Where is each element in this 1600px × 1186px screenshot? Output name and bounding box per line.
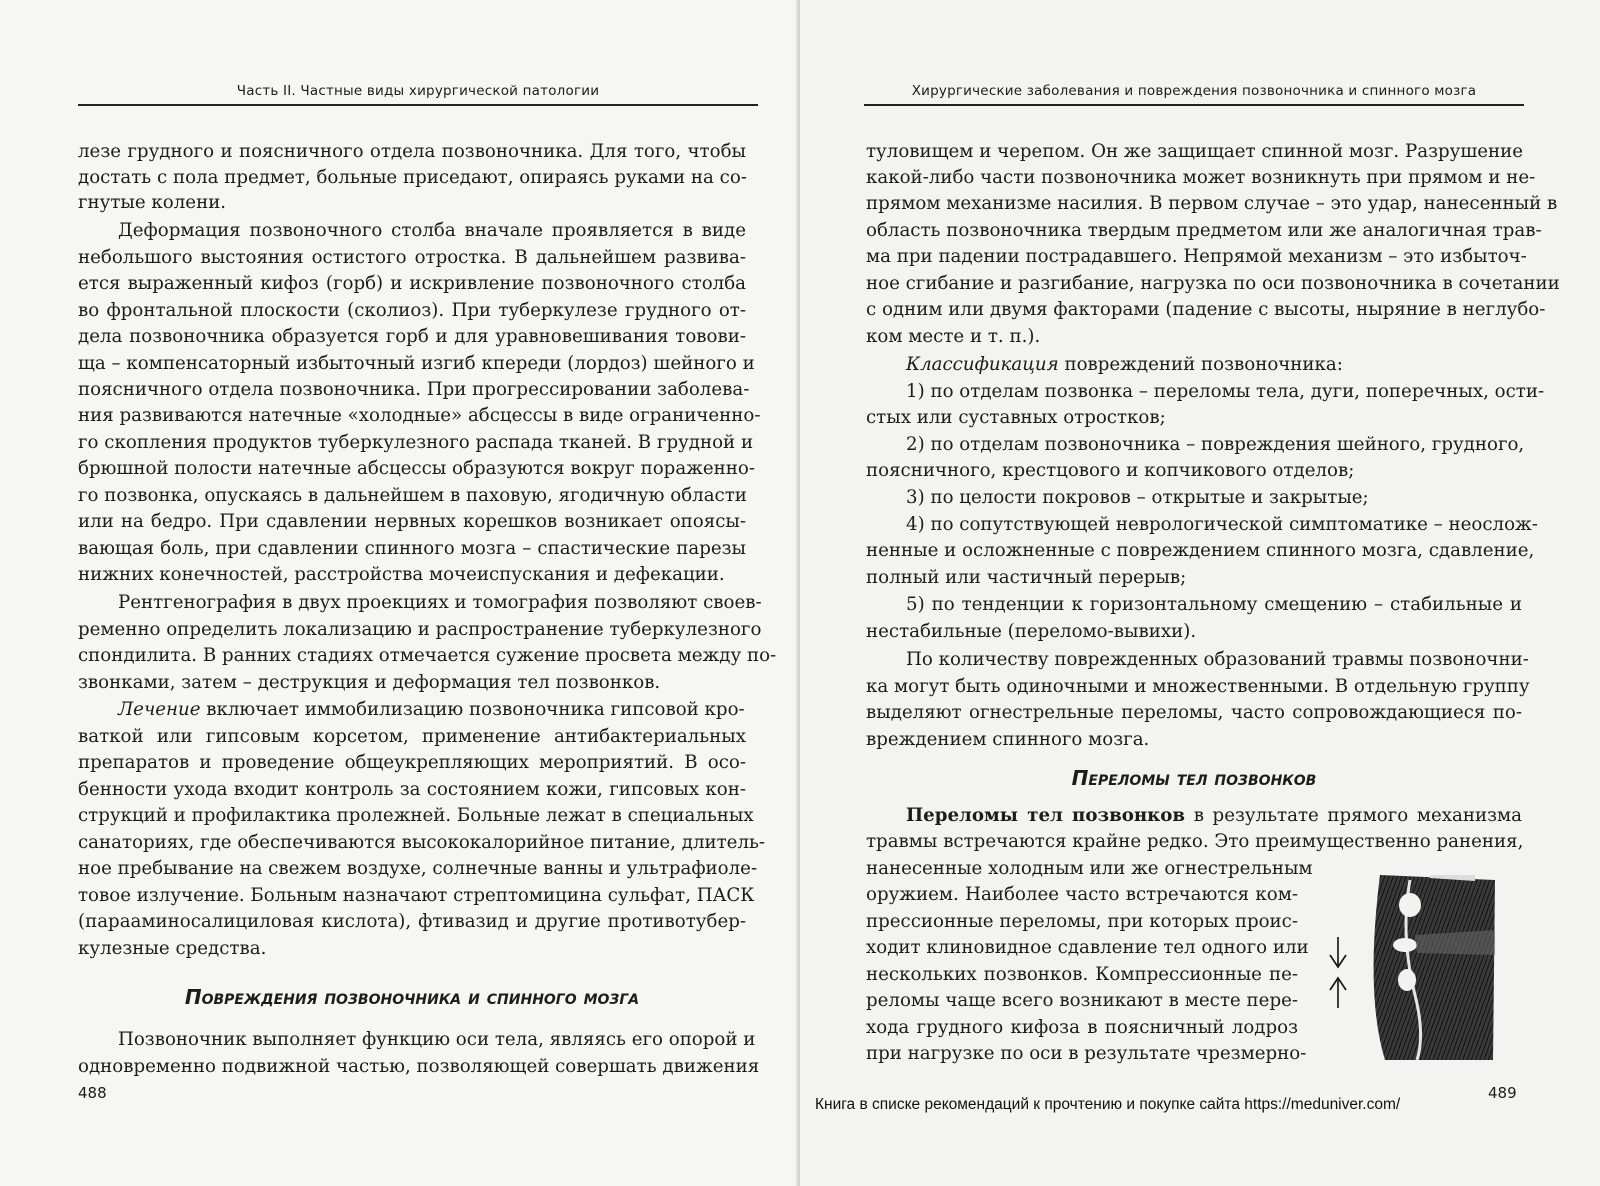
text-line: небольшого выстояния остистого отростка. В дальнейшем развива- [78, 247, 746, 268]
text-line: го позвонка, опускаясь в дальнейшем в паховую, ягодичную области [78, 485, 747, 506]
text-line: прессионные переломы, при которых проис- [866, 911, 1298, 932]
text-line: гнутые колени. [78, 192, 227, 213]
text-line: 4) по сопутствующей неврологической симптоматике – неослож- [906, 514, 1538, 535]
text-line: брюшной полости натечные абсцессы образуются вокруг пораженно- [78, 458, 756, 479]
text-line: звонками, затем – деструкция и деформация тел позвонков. [78, 672, 661, 693]
text-line: с одним или двумя факторами (падение с высоты, ныряние в неглубо- [866, 299, 1546, 320]
text-line: санаториях, где обеспечиваются высококалорийное питание, длитель- [78, 832, 766, 853]
text-line: товое излучение. Больным назначают стрептомицина сульфат, ПАСК [78, 885, 755, 906]
text-line: прямом механизме насилия. В первом случае – это удар, нанесенный в [866, 193, 1558, 214]
text-line: препаратов и проведение общеукрепляющих мероприятий. В осо- [78, 752, 746, 773]
text-line: ка могут быть одиночными и множественными. В отдельную группу [866, 676, 1530, 697]
text-line: го скопления продуктов туберкулезного распада тканей. В грудной и [78, 432, 754, 453]
vertebral-column-shape [1374, 875, 1495, 1060]
text-line: полный или частичный перерыв; [866, 567, 1187, 588]
text-line: ходит клиновидное сдавление тел одного или [866, 937, 1309, 958]
term-classification: Классификация [906, 354, 1059, 375]
text-line: (парааминосалициловая кислота), фтивазид и другие противотубер- [78, 911, 746, 932]
text-line: ненные и осложненные с повреждением спинного мозга, сдавление, [866, 540, 1535, 561]
text-line: струкций и профилактика пролежней. Больные лежат в специальных [78, 805, 754, 826]
text-line: кулезные средства. [78, 938, 267, 959]
foramen-mid [1393, 938, 1417, 952]
text-span: в результате прямого механизма [1185, 805, 1522, 826]
text-line: Деформация позвоночного столба вначале проявляется в виде [118, 220, 746, 241]
text-line: ное сгибание и разгибание, нагрузка по оси позвоночника в сочетании [866, 273, 1560, 294]
text-line: выделяют огнестрельные переломы, часто сопровождающиеся по- [866, 702, 1522, 723]
text-line: бенности ухода входит контроль за состоянием кожи, гипсовых кон- [78, 779, 746, 800]
page-number-left: 488 [78, 1084, 107, 1102]
text-line: или на бедро. При сдавлении нервных корешков возникает опоясы- [78, 511, 746, 532]
section-heading: Переломы тел позвонков [1071, 766, 1317, 790]
text-line: травмы встречаются крайне редко. Это преимущественно ранения, [866, 831, 1524, 852]
vertebra-compression-figure [1355, 875, 1495, 1060]
text-line: 2) по отделам позвоночника – повреждения шейного, грудного, [906, 434, 1525, 455]
text-line: ременно определить локализацию и распространение туберкулезного [78, 619, 762, 640]
site-watermark: Книга в списке рекомендаций к прочтению и покупке сайта https://meduniver.com/ [815, 1096, 1401, 1113]
term-treatment: Лечение [118, 699, 201, 720]
text-line: одновременно подвижной частью, позволяющей совершать движения [78, 1056, 760, 1077]
text-line: нескольких позвонков. Компрессионные пе- [866, 964, 1298, 985]
text-line: ща – компенсаторный избыточный изгиб кпереди (лордоз) шейного и [78, 353, 755, 374]
foramen-top [1399, 893, 1421, 917]
text-line: Позвоночник выполняет функцию оси тела, являясь его опорой и [118, 1029, 756, 1050]
text-line: какой-либо части позвоночника может возникнуть при прямом и не- [866, 167, 1536, 188]
text-line: нижних конечностей, расстройства мочеиспускания и дефекации. [78, 564, 725, 585]
text-line: спондилита. В ранних стадиях отмечается сужение просвета между по- [78, 645, 777, 666]
load-arrows-icon [1325, 935, 1351, 1010]
text-line: поясничного, крестцового и копчикового отделов; [866, 460, 1355, 481]
text-line: во фронтальной плоскости (сколиоз). При туберкулезе грудного от- [78, 300, 746, 321]
text-line: область позвоночника твердым предметом или же аналогичная трав- [866, 220, 1542, 241]
right-running-head: Хирургические заболевания и повреждения позвоночника и спинного мозга [864, 80, 1524, 106]
text-line: ния развиваются натечные «холодные» абсцессы в виде ограниченно- [78, 405, 761, 426]
text-line: вающая боль, при сдавлении спинного мозга – спастические парезы [78, 538, 746, 559]
page-number-right: 489 [1488, 1084, 1517, 1102]
text-span: повреждений позвоночника: [1058, 354, 1343, 375]
text-line: Рентгенография в двух проекциях и томография позволяют своев- [118, 592, 762, 613]
text-line: 5) по тенденции к горизонтальному смещению – стабильные и [906, 594, 1522, 615]
text-line [906, 352, 1522, 378]
text-line: реломы чаще всего возникают в месте пере- [866, 990, 1298, 1011]
endplate-top [1430, 875, 1475, 878]
text-line: при нагрузке по оси в результате чрезмерно- [866, 1043, 1307, 1064]
text-line: 1) по отделам позвонка – переломы тела, дуги, поперечных, ости- [906, 381, 1545, 402]
text-line: хода грудного кифоза в поясничный лодроз [866, 1017, 1298, 1038]
text-line [906, 803, 1522, 829]
left-running-head: Часть II. Частные виды хирургической патологии [78, 80, 758, 106]
text-line: ное пребывание на свежем воздухе, солнечные ванны и ультрафиоле- [78, 858, 758, 879]
text-line: лезе грудного и поясничного отдела позвоночника. Для того, чтобы [78, 141, 746, 162]
text-line: нестабильные (переломо-вывихи). [866, 621, 1197, 642]
section-heading: Повреждения позвоночника и спинного мозга [184, 985, 640, 1009]
text-line: ком месте и т. п.). [866, 326, 1041, 347]
text-line: поясничного отдела позвоночника. При прогрессировании заболева- [78, 379, 750, 400]
term-body-fractures: Переломы тел позвонков [906, 805, 1186, 826]
text-line: По количеству поврежденных образований травмы позвоночни- [906, 649, 1529, 670]
text-line: оружием. Наиболее часто встречаются ком- [866, 884, 1298, 905]
text-line: ма при падении пострадавшего. Непрямой механизм – это избыточ- [866, 246, 1527, 267]
text-line: туловищем и черепом. Он же защищает спинной мозг. Разрушение [866, 141, 1524, 162]
text-line: вреждением спинного мозга. [866, 729, 1150, 750]
text-span: включает иммобилизацию позвоночника гипсовой кро- [200, 699, 745, 720]
text-line: нанесенные холодным или же огнестрельным [866, 858, 1313, 879]
text-line: ется выраженный кифоз (горб) и искривление позвоночного столба [78, 273, 746, 294]
text-line [118, 697, 746, 723]
text-line: дела позвоночника образуется горб и для уравновешивания товови- [78, 326, 746, 347]
text-line: 3) по целости покровов – открытые и закрытые; [906, 487, 1369, 508]
text-line: стых или суставных отростков; [866, 407, 1166, 428]
text-line: достать с пола предмет, больные приседают, опираясь руками на со- [78, 167, 747, 188]
text-line: ваткой или гипсовым корсетом, применение антибактериальных [78, 726, 746, 747]
foramen-lower [1398, 969, 1416, 991]
